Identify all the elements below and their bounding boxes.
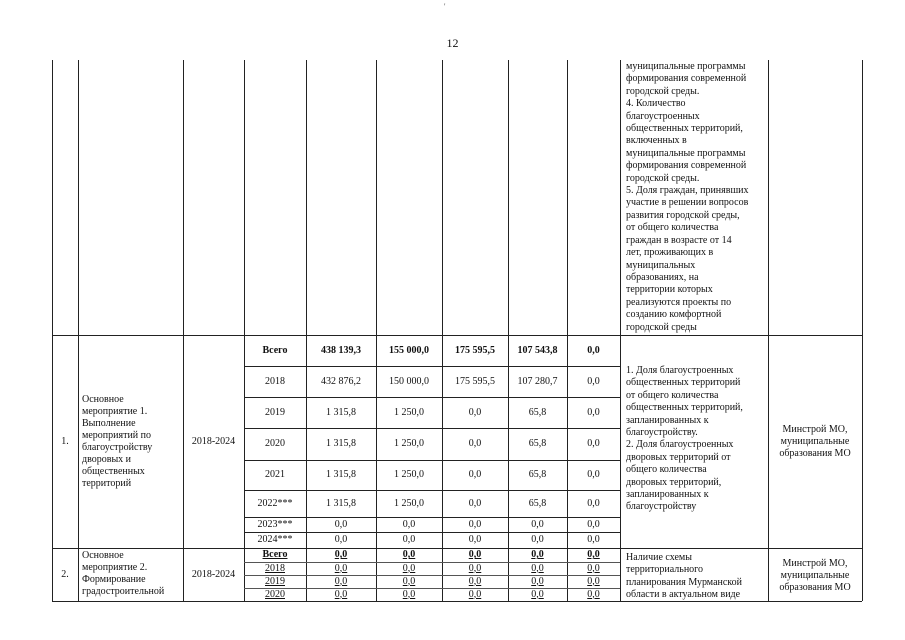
row1-name: Основное мероприятие 1. Выполнение мероприятий по благоустройству дворовых и общественных территорий xyxy=(82,393,153,489)
row1-value-cell: 1 250,0 xyxy=(394,406,424,418)
row1-value-cell: 0,0 xyxy=(587,375,600,387)
row1-value-cell: 0,0 xyxy=(531,518,544,530)
row2-value-cell: 0,0 xyxy=(531,588,544,600)
row1-value-cell: 432 876,2 xyxy=(321,375,361,387)
row1-value-cell: 0,0 xyxy=(587,497,600,509)
row2-value-cell: 0,0 xyxy=(531,549,544,560)
row1-value-cell: 0,0 xyxy=(402,518,416,530)
row1-value-cell: 1 315,8 xyxy=(326,469,356,480)
row2-year-label: 2020 xyxy=(265,588,285,600)
row2-value-cell: 0,0 xyxy=(334,562,348,574)
row1-value-cell: 107 543,8 xyxy=(517,344,558,356)
row1-value-cell: 0,0 xyxy=(468,497,482,509)
row2-value-cell: 0,0 xyxy=(468,588,482,600)
row2-value-cell: 0,0 xyxy=(468,562,482,574)
row1-value-cell: 65,8 xyxy=(528,497,547,509)
row2-value-cell: 0,0 xyxy=(531,575,544,587)
row1-year-label: 2022*** xyxy=(257,497,293,509)
table-vline xyxy=(78,60,79,601)
row2-value-cell: 0,0 xyxy=(402,575,416,587)
row1-value-cell: 1 315,8 xyxy=(326,406,356,418)
row2-indicators: Наличие схемы территориального планирования Мурманской области в актуальном виде xyxy=(626,552,742,601)
row2-value-cell: 0,0 xyxy=(468,549,482,560)
row2-value-cell: 0,0 xyxy=(587,575,600,587)
row1-value-cell: 0,0 xyxy=(587,534,600,545)
row1-year-label: 2018 xyxy=(265,375,285,387)
row1-value-cell: 1 315,8 xyxy=(326,438,356,449)
row1-value-cell: 65,8 xyxy=(528,406,547,418)
row1-year-label: 2023*** xyxy=(257,518,293,530)
row1-value-cell: 1 250,0 xyxy=(394,497,424,509)
row1-value-cell: 0,0 xyxy=(468,406,482,418)
row1-value-cell: 1 250,0 xyxy=(394,469,424,480)
row1-value-cell: 65,8 xyxy=(528,469,547,480)
row1-value-cell: 1 315,8 xyxy=(326,497,356,509)
row1-value-cell: 0,0 xyxy=(587,438,600,449)
row1-value-cell: 150 000,0 xyxy=(389,375,429,387)
row1-value-cell: 1 250,0 xyxy=(394,438,424,449)
row2-value-cell: 0,0 xyxy=(468,575,482,587)
row1-value-cell: 0,0 xyxy=(468,534,482,545)
continued-indicators-text: муниципальные программы формирования современной городской среды. 4. Количество благоустроенных общественных территорий, включенных в муниципальные программы формирования современной городской среды. 5. Доля граждан, принявших участие в решении вопросов развития городской среды, от общего количества граждан в возрасте от 14 лет, проживающих в муниципальных образованиях, на территории которых реализуются проекты по созданию комфортной городской среды xyxy=(626,61,749,333)
table-vline xyxy=(620,60,621,601)
row1-value-cell: 107 280,7 xyxy=(517,375,558,387)
row2-value-cell: 0,0 xyxy=(587,549,600,560)
row2-executor: Минстрой МО, муниципальные образования МО xyxy=(779,558,851,593)
row1-value-cell: 175 595,5 xyxy=(455,375,495,387)
row2-value-cell: 0,0 xyxy=(402,549,416,560)
row1-year-label: 2020 xyxy=(265,438,285,449)
row1-number: 1. xyxy=(61,435,69,447)
row2-value-cell: 0,0 xyxy=(402,562,416,574)
row1-value-cell: 0,0 xyxy=(334,534,348,545)
row2-value-cell: 0,0 xyxy=(402,588,416,600)
row1-value-cell: 0,0 xyxy=(334,518,348,530)
row1-period: 2018-2024 xyxy=(191,435,236,447)
row2-period: 2018-2024 xyxy=(191,568,236,580)
row2-number: 2. xyxy=(61,568,69,580)
row2-name: Основное мероприятие 2. Формирование градостроительной xyxy=(82,550,165,597)
row1-value-cell: 0,0 xyxy=(468,518,482,530)
row2-year-label: 2019 xyxy=(265,575,285,587)
row2-value-cell: 0,0 xyxy=(587,588,600,600)
page-number: 12 xyxy=(446,36,459,50)
row1-executor: Минстрой МО, муниципальные образования МО xyxy=(779,423,851,459)
row1-value-cell: 0,0 xyxy=(587,406,600,418)
top-mark: ' xyxy=(444,2,446,11)
row1-value-cell: 155 000,0 xyxy=(389,344,429,356)
row1-year-label: 2024*** xyxy=(257,534,293,545)
row2-value-cell: 0,0 xyxy=(334,588,348,600)
row2-value-cell: 0,0 xyxy=(334,575,348,587)
row1-year-label: Всего xyxy=(262,344,288,356)
row1-value-cell: 0,0 xyxy=(531,534,544,545)
row1-value-cell: 0,0 xyxy=(587,518,600,530)
row1-indicators: 1. Доля благоустроенных общественных территорий от общего количества общественных территорий, запланированных к благоустройству. 2. Доля благоустроенных дворовых территорий от общего количества дворовых территорий, запланированных к благоустройству xyxy=(626,365,743,513)
row2-year-label: Всего xyxy=(262,549,288,560)
row1-value-cell: 0,0 xyxy=(468,469,482,480)
row1-value-cell: 0,0 xyxy=(468,438,482,449)
table-vline xyxy=(862,60,863,601)
row1-value-cell: 438 139,3 xyxy=(321,344,361,356)
row1-value-cell: 175 595,5 xyxy=(455,344,495,356)
row2-value-cell: 0,0 xyxy=(334,549,348,560)
row1-year-label: 2021 xyxy=(265,469,285,480)
row2-value-cell: 0,0 xyxy=(531,562,544,574)
row1-value-cell: 0,0 xyxy=(402,534,416,545)
row1-value-cell: 0,0 xyxy=(587,469,600,480)
row1-value-cell: 65,8 xyxy=(528,438,547,449)
row2-value-cell: 0,0 xyxy=(587,562,600,574)
row1-year-label: 2019 xyxy=(265,406,285,418)
row2-year-label: 2018 xyxy=(265,562,285,574)
row1-value-cell: 0,0 xyxy=(587,344,600,356)
